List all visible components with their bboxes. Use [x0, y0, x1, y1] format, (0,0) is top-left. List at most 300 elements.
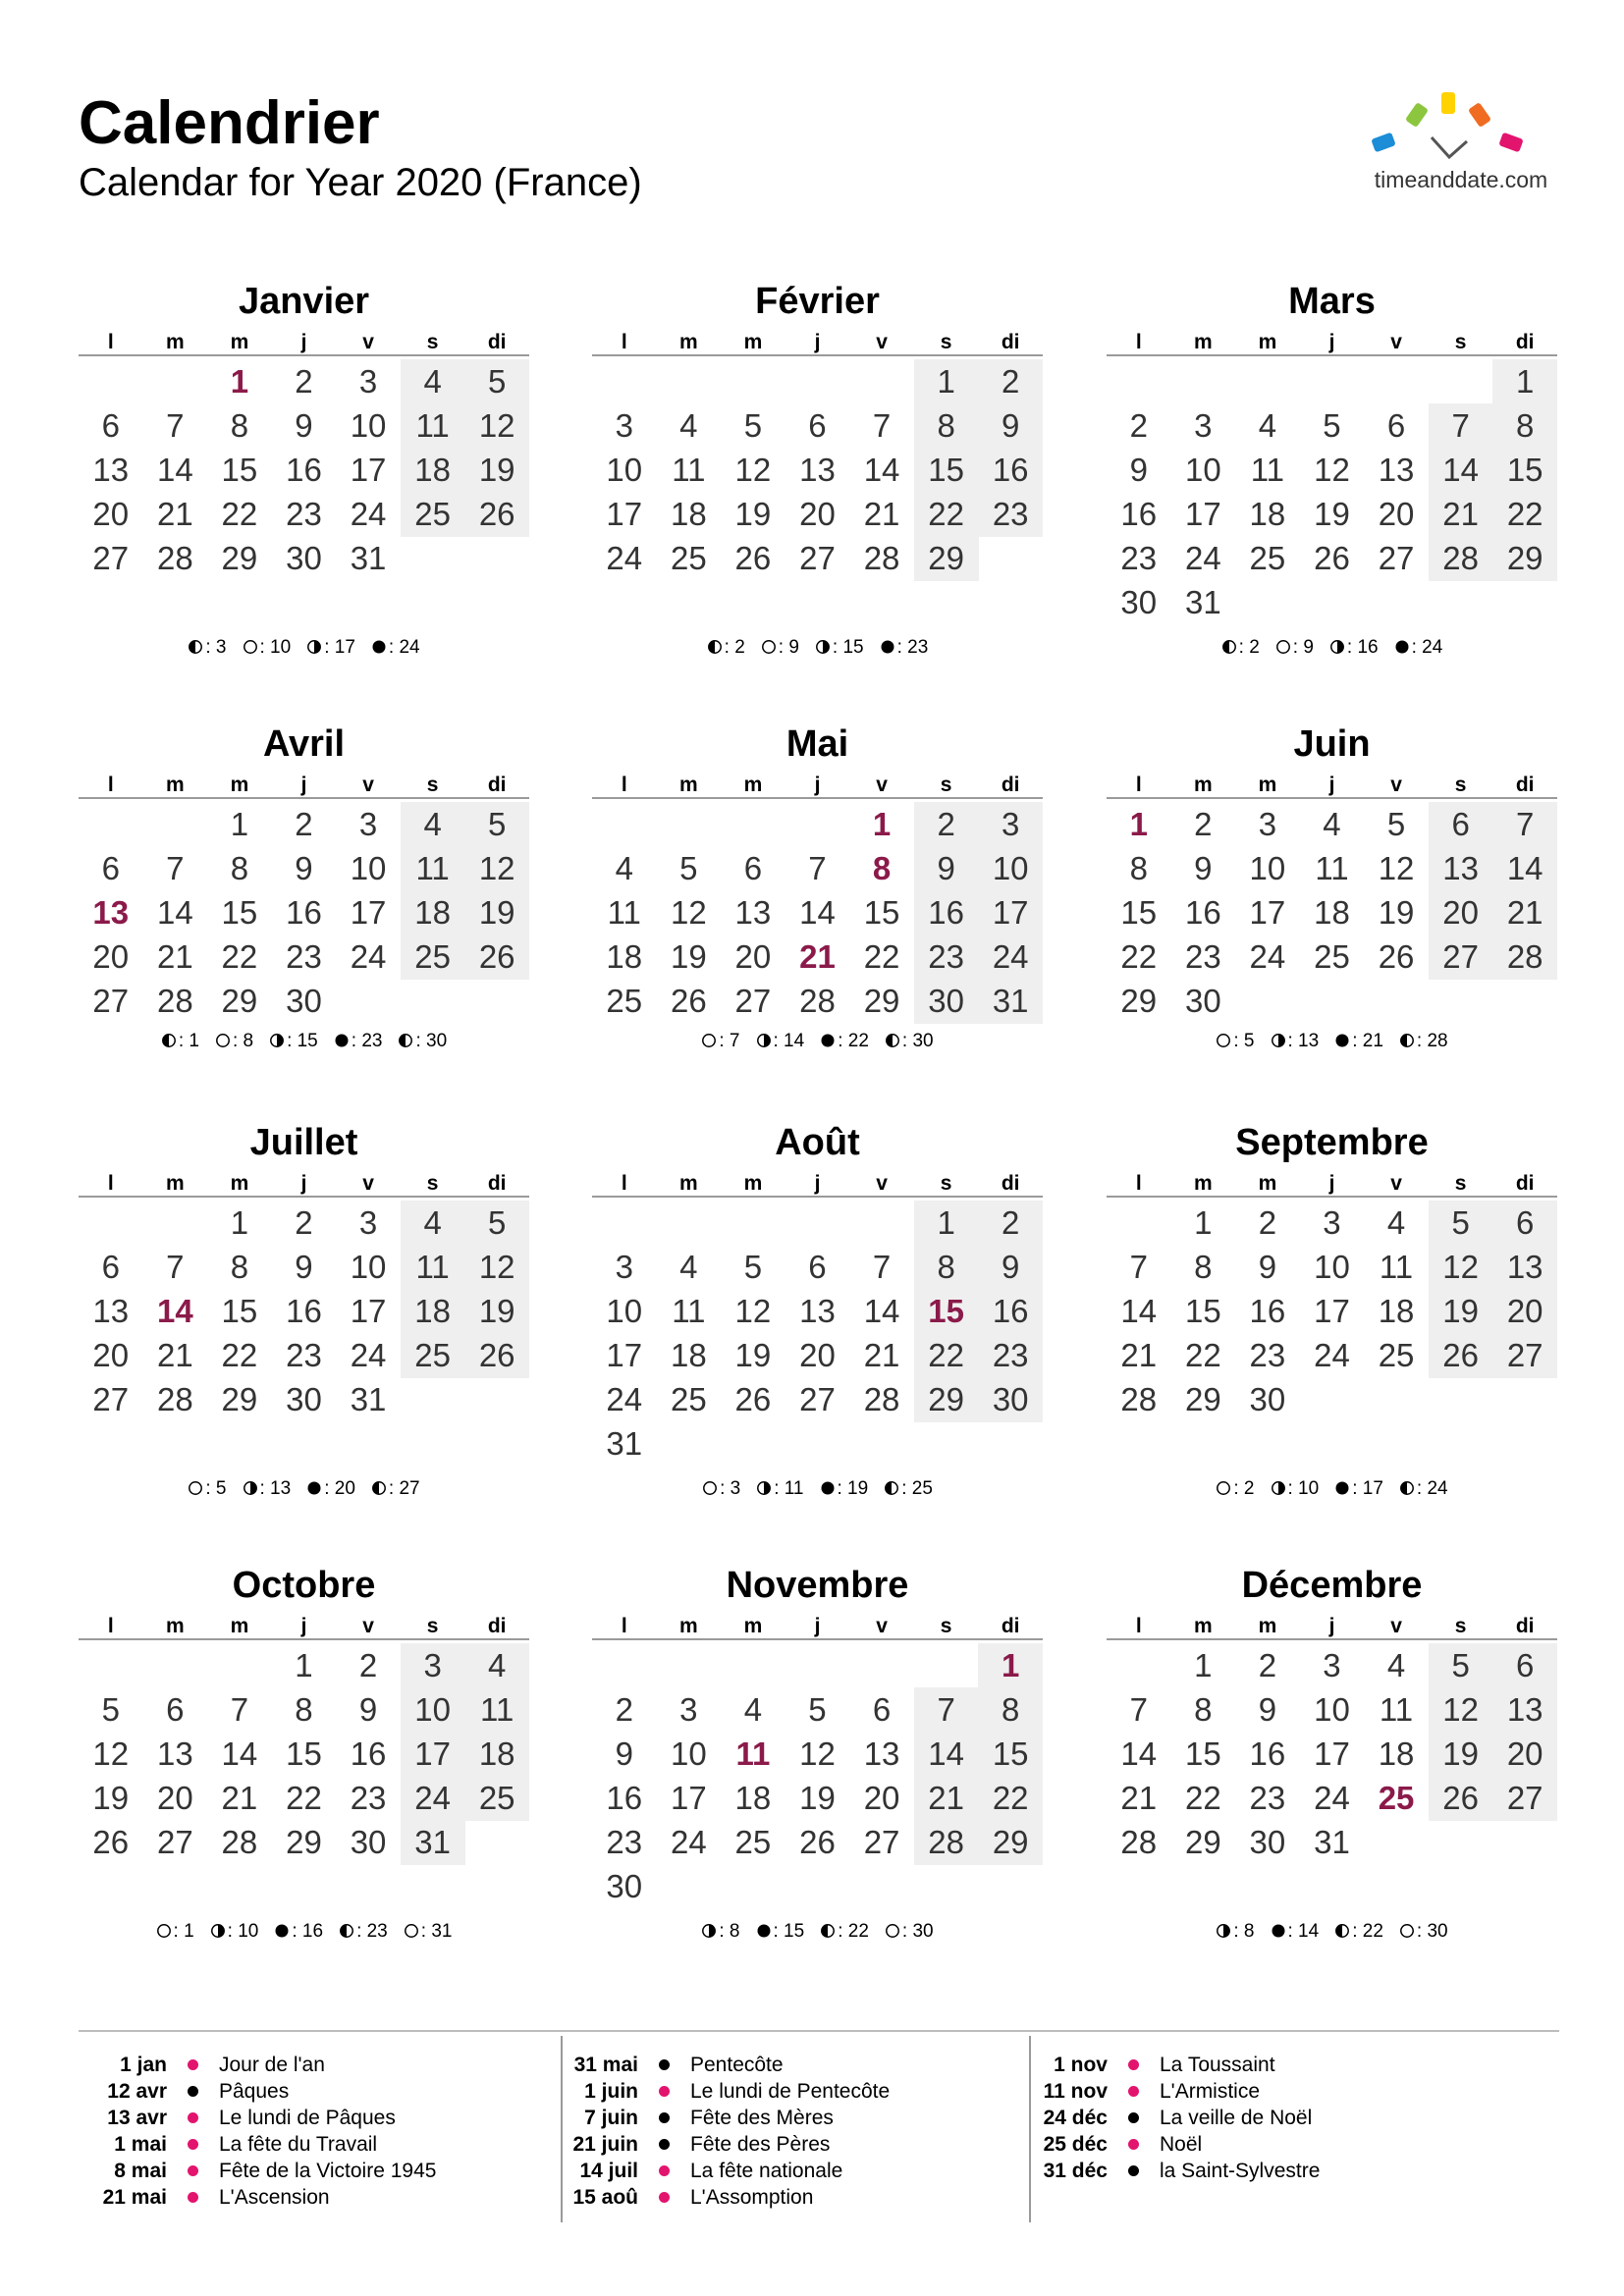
day-cell[interactable]: 21 [1120, 1780, 1158, 1816]
day-cell[interactable]: 14 [1506, 850, 1543, 886]
day-cell[interactable]: 11 [415, 850, 450, 886]
day-cell[interactable]: 30 [1249, 1824, 1286, 1860]
holiday-day-cell[interactable]: 14 [156, 1293, 193, 1329]
day-cell[interactable]: 12 [734, 452, 772, 488]
day-cell[interactable]: 7 [937, 1691, 955, 1728]
holiday-day-cell[interactable]: 25 [1378, 1780, 1415, 1816]
day-cell[interactable]: 6 [101, 407, 120, 444]
day-cell[interactable]: 1 [937, 1204, 955, 1241]
holiday-day-cell[interactable]: 21 [799, 938, 836, 975]
day-cell[interactable]: 29 [1120, 983, 1158, 1019]
holiday-day-cell[interactable]: 11 [735, 1735, 771, 1772]
day-cell[interactable]: 3 [358, 806, 378, 842]
day-cell[interactable]: 26 [734, 540, 772, 576]
holiday-day-cell[interactable]: 15 [928, 1293, 964, 1329]
day-cell[interactable]: 20 [734, 938, 772, 975]
day-cell[interactable]: 14 [1120, 1293, 1158, 1329]
day-cell[interactable]: 13 [1442, 850, 1479, 886]
day-cell[interactable]: 17 [992, 894, 1029, 931]
day-cell[interactable]: 2 [1258, 1647, 1277, 1683]
day-cell[interactable]: 27 [799, 1381, 836, 1417]
day-cell[interactable]: 28 [1120, 1381, 1158, 1417]
day-cell[interactable]: 20 [1378, 496, 1415, 532]
day-cell[interactable]: 2 [295, 1204, 313, 1241]
day-cell[interactable]: 7 [808, 850, 827, 886]
day-cell[interactable]: 13 [92, 452, 130, 488]
day-cell[interactable]: 3 [1258, 806, 1277, 842]
day-cell[interactable]: 9 [358, 1691, 378, 1728]
day-cell[interactable]: 29 [286, 1824, 322, 1860]
day-cell[interactable]: 11 [415, 1249, 450, 1285]
day-cell[interactable]: 12 [1442, 1691, 1479, 1728]
day-cell[interactable]: 9 [615, 1735, 633, 1772]
day-cell[interactable]: 23 [286, 1337, 322, 1373]
day-cell[interactable]: 17 [350, 1293, 387, 1329]
day-cell[interactable]: 10 [1249, 850, 1286, 886]
day-cell[interactable]: 1 [230, 806, 249, 842]
day-cell[interactable]: 14 [156, 452, 193, 488]
day-cell[interactable]: 24 [992, 938, 1029, 975]
day-cell[interactable]: 21 [156, 1337, 193, 1373]
day-cell[interactable]: 2 [358, 1647, 378, 1683]
day-cell[interactable]: 17 [414, 1735, 451, 1772]
day-cell[interactable]: 25 [414, 938, 451, 975]
day-cell[interactable]: 17 [350, 894, 387, 931]
day-cell[interactable]: 19 [799, 1780, 836, 1816]
day-cell[interactable]: 19 [670, 938, 707, 975]
day-cell[interactable]: 9 [295, 1249, 313, 1285]
day-cell[interactable]: 25 [414, 496, 451, 532]
day-cell[interactable]: 31 [1314, 1824, 1350, 1860]
day-cell[interactable]: 27 [734, 983, 772, 1019]
day-cell[interactable]: 18 [606, 938, 643, 975]
day-cell[interactable]: 28 [221, 1824, 258, 1860]
day-cell[interactable]: 4 [615, 850, 633, 886]
day-cell[interactable]: 30 [350, 1824, 387, 1860]
day-cell[interactable]: 7 [1129, 1249, 1148, 1285]
day-cell[interactable]: 14 [1442, 452, 1479, 488]
day-cell[interactable]: 19 [478, 452, 515, 488]
day-cell[interactable]: 15 [286, 1735, 322, 1772]
day-cell[interactable]: 27 [863, 1824, 900, 1860]
day-cell[interactable]: 27 [92, 540, 130, 576]
day-cell[interactable]: 19 [92, 1780, 130, 1816]
day-cell[interactable]: 4 [423, 1204, 442, 1241]
holiday-day-cell[interactable]: 13 [92, 894, 130, 931]
day-cell[interactable]: 25 [734, 1824, 772, 1860]
day-cell[interactable]: 22 [928, 1337, 964, 1373]
day-cell[interactable]: 3 [358, 363, 378, 400]
day-cell[interactable]: 6 [1516, 1647, 1535, 1683]
day-cell[interactable]: 30 [928, 983, 964, 1019]
day-cell[interactable]: 24 [1184, 540, 1221, 576]
day-cell[interactable]: 29 [1184, 1381, 1221, 1417]
day-cell[interactable]: 28 [799, 983, 836, 1019]
day-cell[interactable]: 9 [1129, 452, 1148, 488]
day-cell[interactable]: 24 [1314, 1337, 1350, 1373]
day-cell[interactable]: 24 [350, 496, 387, 532]
day-cell[interactable]: 24 [1249, 938, 1286, 975]
day-cell[interactable]: 10 [606, 452, 643, 488]
day-cell[interactable]: 18 [1314, 894, 1350, 931]
day-cell[interactable]: 6 [808, 407, 827, 444]
day-cell[interactable]: 6 [1516, 1204, 1535, 1241]
day-cell[interactable]: 27 [92, 983, 130, 1019]
day-cell[interactable]: 22 [992, 1780, 1029, 1816]
day-cell[interactable]: 28 [156, 1381, 193, 1417]
day-cell[interactable]: 8 [230, 850, 249, 886]
day-cell[interactable]: 10 [414, 1691, 451, 1728]
day-cell[interactable]: 16 [286, 894, 322, 931]
day-cell[interactable]: 23 [1184, 938, 1221, 975]
day-cell[interactable]: 21 [221, 1780, 258, 1816]
day-cell[interactable]: 16 [286, 452, 322, 488]
day-cell[interactable]: 13 [92, 1293, 130, 1329]
day-cell[interactable]: 15 [221, 1293, 258, 1329]
timeanddate-logo[interactable] [1363, 88, 1559, 196]
day-cell[interactable]: 23 [350, 1780, 387, 1816]
holiday-day-cell[interactable]: 1 [872, 806, 892, 842]
day-cell[interactable]: 22 [1184, 1780, 1221, 1816]
day-cell[interactable]: 2 [1001, 363, 1020, 400]
day-cell[interactable]: 20 [799, 1337, 836, 1373]
day-cell[interactable]: 8 [937, 407, 955, 444]
day-cell[interactable]: 13 [156, 1735, 193, 1772]
day-cell[interactable]: 12 [92, 1735, 130, 1772]
day-cell[interactable]: 22 [863, 938, 900, 975]
day-cell[interactable]: 16 [992, 452, 1029, 488]
day-cell[interactable]: 14 [863, 452, 900, 488]
day-cell[interactable]: 9 [295, 850, 313, 886]
day-cell[interactable]: 11 [1379, 1691, 1414, 1728]
day-cell[interactable]: 1 [295, 1647, 313, 1683]
day-cell[interactable]: 17 [1249, 894, 1286, 931]
day-cell[interactable]: 3 [615, 407, 633, 444]
day-cell[interactable]: 27 [1506, 1337, 1543, 1373]
day-cell[interactable]: 20 [1506, 1293, 1543, 1329]
day-cell[interactable]: 9 [1001, 1249, 1020, 1285]
day-cell[interactable]: 11 [415, 407, 450, 444]
day-cell[interactable]: 22 [221, 938, 258, 975]
day-cell[interactable]: 29 [221, 983, 258, 1019]
day-cell[interactable]: 17 [606, 496, 643, 532]
day-cell[interactable]: 8 [1129, 850, 1148, 886]
day-cell[interactable]: 5 [488, 363, 507, 400]
day-cell[interactable]: 6 [166, 1691, 185, 1728]
holiday-day-cell[interactable]: 1 [1129, 806, 1148, 842]
day-cell[interactable]: 8 [230, 1249, 249, 1285]
day-cell[interactable]: 1 [1516, 363, 1535, 400]
day-cell[interactable]: 21 [156, 496, 193, 532]
day-cell[interactable]: 9 [937, 850, 955, 886]
day-cell[interactable]: 25 [670, 540, 707, 576]
day-cell[interactable]: 22 [1184, 1337, 1221, 1373]
day-cell[interactable]: 15 [928, 452, 964, 488]
day-cell[interactable]: 30 [286, 983, 322, 1019]
day-cell[interactable]: 28 [1120, 1824, 1158, 1860]
day-cell[interactable]: 12 [1378, 850, 1415, 886]
day-cell[interactable]: 13 [863, 1735, 900, 1772]
day-cell[interactable]: 7 [1129, 1691, 1148, 1728]
day-cell[interactable]: 10 [350, 407, 387, 444]
day-cell[interactable]: 24 [414, 1780, 451, 1816]
day-cell[interactable]: 21 [863, 496, 900, 532]
day-cell[interactable]: 10 [992, 850, 1029, 886]
day-cell[interactable]: 18 [670, 1337, 707, 1373]
day-cell[interactable]: 27 [1442, 938, 1479, 975]
day-cell[interactable]: 23 [928, 938, 964, 975]
day-cell[interactable]: 10 [350, 1249, 387, 1285]
day-cell[interactable]: 14 [156, 894, 193, 931]
day-cell[interactable]: 12 [478, 850, 515, 886]
day-cell[interactable]: 6 [743, 850, 763, 886]
day-cell[interactable]: 15 [1506, 452, 1543, 488]
day-cell[interactable]: 2 [295, 806, 313, 842]
day-cell[interactable]: 7 [166, 1249, 185, 1285]
day-cell[interactable]: 29 [1506, 540, 1543, 576]
day-cell[interactable]: 11 [672, 452, 706, 488]
day-cell[interactable]: 7 [230, 1691, 249, 1728]
day-cell[interactable]: 15 [1120, 894, 1158, 931]
day-cell[interactable]: 15 [221, 452, 258, 488]
day-cell[interactable]: 26 [799, 1824, 836, 1860]
day-cell[interactable]: 4 [488, 1647, 507, 1683]
day-cell[interactable]: 24 [1314, 1780, 1350, 1816]
day-cell[interactable]: 27 [1378, 540, 1415, 576]
day-cell[interactable]: 26 [734, 1381, 772, 1417]
day-cell[interactable]: 9 [295, 407, 313, 444]
day-cell[interactable]: 21 [1506, 894, 1543, 931]
day-cell[interactable]: 18 [1249, 496, 1286, 532]
day-cell[interactable]: 5 [101, 1691, 120, 1728]
day-cell[interactable]: 21 [1120, 1337, 1158, 1373]
day-cell[interactable]: 16 [350, 1735, 387, 1772]
day-cell[interactable]: 11 [480, 1691, 514, 1728]
day-cell[interactable]: 18 [1378, 1735, 1415, 1772]
day-cell[interactable]: 15 [1184, 1293, 1221, 1329]
day-cell[interactable]: 20 [1506, 1735, 1543, 1772]
day-cell[interactable]: 2 [295, 363, 313, 400]
day-cell[interactable]: 19 [1378, 894, 1415, 931]
day-cell[interactable]: 28 [156, 540, 193, 576]
day-cell[interactable]: 29 [928, 540, 964, 576]
day-cell[interactable]: 18 [478, 1735, 515, 1772]
day-cell[interactable]: 16 [606, 1780, 643, 1816]
day-cell[interactable]: 27 [1506, 1780, 1543, 1816]
day-cell[interactable]: 3 [358, 1204, 378, 1241]
day-cell[interactable]: 31 [414, 1824, 451, 1860]
day-cell[interactable]: 26 [1442, 1780, 1479, 1816]
day-cell[interactable]: 15 [221, 894, 258, 931]
day-cell[interactable]: 22 [221, 1337, 258, 1373]
day-cell[interactable]: 8 [230, 407, 249, 444]
day-cell[interactable]: 4 [1323, 806, 1341, 842]
day-cell[interactable]: 6 [101, 1249, 120, 1285]
day-cell[interactable]: 13 [799, 452, 836, 488]
day-cell[interactable]: 26 [478, 496, 515, 532]
day-cell[interactable]: 26 [92, 1824, 130, 1860]
day-cell[interactable]: 5 [679, 850, 698, 886]
day-cell[interactable]: 25 [1249, 540, 1286, 576]
day-cell[interactable]: 3 [1001, 806, 1020, 842]
day-cell[interactable]: 4 [1386, 1204, 1406, 1241]
day-cell[interactable]: 28 [1506, 938, 1543, 975]
day-cell[interactable]: 31 [350, 1381, 387, 1417]
day-cell[interactable]: 25 [1314, 938, 1350, 975]
day-cell[interactable]: 30 [992, 1381, 1029, 1417]
day-cell[interactable]: 2 [937, 806, 955, 842]
day-cell[interactable]: 7 [872, 407, 892, 444]
day-cell[interactable]: 1 [1194, 1204, 1213, 1241]
day-cell[interactable]: 29 [221, 1381, 258, 1417]
day-cell[interactable]: 4 [423, 363, 442, 400]
day-cell[interactable]: 9 [1194, 850, 1213, 886]
day-cell[interactable]: 16 [992, 1293, 1029, 1329]
day-cell[interactable]: 27 [92, 1381, 130, 1417]
day-cell[interactable]: 10 [1314, 1691, 1350, 1728]
day-cell[interactable]: 28 [863, 1381, 900, 1417]
day-cell[interactable]: 4 [679, 407, 698, 444]
day-cell[interactable]: 23 [1249, 1780, 1286, 1816]
day-cell[interactable]: 8 [1194, 1249, 1213, 1285]
day-cell[interactable]: 13 [1506, 1249, 1543, 1285]
day-cell[interactable]: 11 [1250, 452, 1285, 488]
day-cell[interactable]: 18 [734, 1780, 772, 1816]
day-cell[interactable]: 16 [1249, 1735, 1286, 1772]
day-cell[interactable]: 21 [863, 1337, 900, 1373]
day-cell[interactable]: 12 [478, 407, 515, 444]
day-cell[interactable]: 7 [1451, 407, 1470, 444]
day-cell[interactable]: 16 [1120, 496, 1158, 532]
day-cell[interactable]: 21 [1442, 496, 1479, 532]
day-cell[interactable]: 26 [1314, 540, 1350, 576]
day-cell[interactable]: 23 [606, 1824, 643, 1860]
day-cell[interactable]: 15 [992, 1735, 1029, 1772]
day-cell[interactable]: 2 [1129, 407, 1148, 444]
day-cell[interactable]: 20 [92, 1337, 130, 1373]
day-cell[interactable]: 31 [350, 540, 387, 576]
day-cell[interactable]: 11 [607, 894, 641, 931]
day-cell[interactable]: 8 [1194, 1691, 1213, 1728]
day-cell[interactable]: 19 [1442, 1735, 1479, 1772]
day-cell[interactable]: 14 [863, 1293, 900, 1329]
day-cell[interactable]: 5 [1323, 407, 1341, 444]
day-cell[interactable]: 13 [1378, 452, 1415, 488]
day-cell[interactable]: 5 [1451, 1204, 1470, 1241]
day-cell[interactable]: 16 [1184, 894, 1221, 931]
day-cell[interactable]: 22 [928, 496, 964, 532]
day-cell[interactable]: 7 [166, 407, 185, 444]
day-cell[interactable]: 21 [928, 1780, 964, 1816]
day-cell[interactable]: 13 [1506, 1691, 1543, 1728]
day-cell[interactable]: 2 [1001, 1204, 1020, 1241]
day-cell[interactable]: 24 [670, 1824, 707, 1860]
day-cell[interactable]: 26 [1378, 938, 1415, 975]
day-cell[interactable]: 26 [670, 983, 707, 1019]
day-cell[interactable]: 29 [863, 983, 900, 1019]
day-cell[interactable]: 30 [1184, 983, 1221, 1019]
day-cell[interactable]: 12 [734, 1293, 772, 1329]
day-cell[interactable]: 28 [863, 540, 900, 576]
holiday-day-cell[interactable]: 8 [872, 850, 892, 886]
day-cell[interactable]: 9 [1258, 1691, 1277, 1728]
day-cell[interactable]: 11 [1315, 850, 1349, 886]
day-cell[interactable]: 3 [679, 1691, 698, 1728]
day-cell[interactable]: 4 [743, 1691, 763, 1728]
day-cell[interactable]: 23 [286, 938, 322, 975]
day-cell[interactable]: 19 [734, 496, 772, 532]
day-cell[interactable]: 25 [478, 1780, 515, 1816]
day-cell[interactable]: 8 [1516, 407, 1535, 444]
day-cell[interactable]: 5 [488, 1204, 507, 1241]
day-cell[interactable]: 23 [992, 496, 1029, 532]
day-cell[interactable]: 22 [221, 496, 258, 532]
day-cell[interactable]: 13 [734, 894, 772, 931]
day-cell[interactable]: 17 [1184, 496, 1221, 532]
day-cell[interactable]: 14 [928, 1735, 964, 1772]
day-cell[interactable]: 3 [1323, 1647, 1341, 1683]
day-cell[interactable]: 28 [156, 983, 193, 1019]
day-cell[interactable]: 28 [1442, 540, 1479, 576]
day-cell[interactable]: 6 [808, 1249, 827, 1285]
day-cell[interactable]: 30 [286, 540, 322, 576]
day-cell[interactable]: 22 [286, 1780, 322, 1816]
day-cell[interactable]: 6 [1386, 407, 1406, 444]
day-cell[interactable]: 1 [937, 363, 955, 400]
holiday-day-cell[interactable]: 1 [230, 363, 249, 400]
day-cell[interactable]: 17 [350, 452, 387, 488]
day-cell[interactable]: 21 [156, 938, 193, 975]
day-cell[interactable]: 1 [230, 1204, 249, 1241]
day-cell[interactable]: 27 [156, 1824, 193, 1860]
day-cell[interactable]: 13 [799, 1293, 836, 1329]
day-cell[interactable]: 18 [1378, 1293, 1415, 1329]
day-cell[interactable]: 1 [1194, 1647, 1213, 1683]
day-cell[interactable]: 3 [1194, 407, 1213, 444]
day-cell[interactable]: 26 [478, 938, 515, 975]
day-cell[interactable]: 14 [221, 1735, 258, 1772]
day-cell[interactable]: 23 [286, 496, 322, 532]
day-cell[interactable]: 19 [1442, 1293, 1479, 1329]
day-cell[interactable]: 20 [799, 496, 836, 532]
day-cell[interactable]: 15 [863, 894, 900, 931]
day-cell[interactable]: 19 [1314, 496, 1350, 532]
day-cell[interactable]: 18 [414, 894, 451, 931]
day-cell[interactable]: 31 [1184, 584, 1221, 620]
day-cell[interactable]: 6 [872, 1691, 892, 1728]
day-cell[interactable]: 20 [156, 1780, 193, 1816]
day-cell[interactable]: 29 [221, 540, 258, 576]
day-cell[interactable]: 5 [488, 806, 507, 842]
day-cell[interactable]: 23 [992, 1337, 1029, 1373]
day-cell[interactable]: 5 [1451, 1647, 1470, 1683]
day-cell[interactable]: 10 [670, 1735, 707, 1772]
day-cell[interactable]: 17 [1314, 1735, 1350, 1772]
day-cell[interactable]: 3 [423, 1647, 442, 1683]
day-cell[interactable]: 30 [1249, 1381, 1286, 1417]
day-cell[interactable]: 29 [1184, 1824, 1221, 1860]
day-cell[interactable]: 4 [1258, 407, 1277, 444]
day-cell[interactable]: 18 [414, 452, 451, 488]
day-cell[interactable]: 26 [478, 1337, 515, 1373]
day-cell[interactable]: 5 [808, 1691, 827, 1728]
day-cell[interactable]: 14 [799, 894, 836, 931]
day-cell[interactable]: 17 [606, 1337, 643, 1373]
day-cell[interactable]: 23 [1120, 540, 1158, 576]
day-cell[interactable]: 20 [1442, 894, 1479, 931]
day-cell[interactable]: 12 [1442, 1249, 1479, 1285]
day-cell[interactable]: 29 [928, 1381, 964, 1417]
